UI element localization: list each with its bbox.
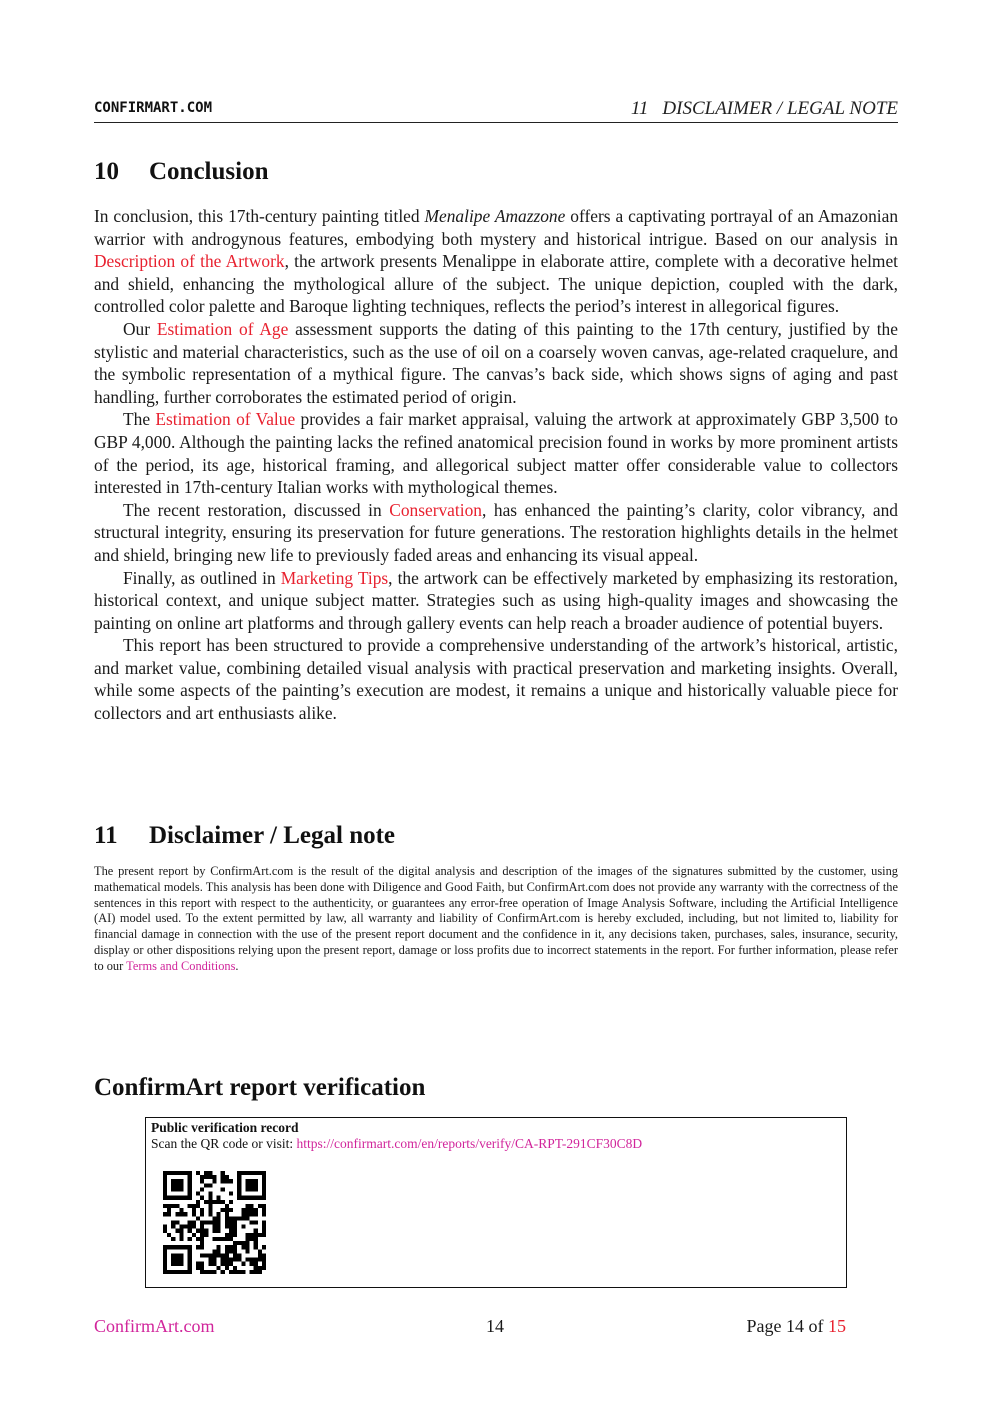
section-title: Conclusion <box>149 158 269 185</box>
disclaimer-text <box>94 864 898 975</box>
text: The recent restoration, discussed in <box>123 499 390 520</box>
verification-scan-line <box>151 1136 642 1152</box>
link-estimation-of-value[interactable]: Estimation of Value <box>155 409 296 430</box>
text: , has enhanced the painting’s clarity, color vibrancy, and structural integrity, ensuring its preservation for future generations. The restoration highlights details in the helmet and shield, bringing new life to previously faded areas and enhancing its visual appeal. <box>94 499 898 565</box>
link-description-of-artwork[interactable]: Description of the Artwork <box>94 251 285 272</box>
page-header <box>94 96 898 123</box>
footer-page-number: 14 <box>486 1316 504 1336</box>
section-number: 10 <box>94 158 119 185</box>
text: Scan the QR code or visit: <box>151 1136 297 1151</box>
verification-heading: ConfirmArt report verification <box>94 1074 426 1101</box>
paragraph <box>94 499 898 567</box>
section-number: 11 <box>94 822 118 849</box>
text: . <box>235 958 239 973</box>
running-title-text: DISCLAIMER / LEGAL NOTE <box>662 98 898 119</box>
text: Our <box>123 318 157 339</box>
artwork-title: Menalipe Amazzone <box>424 206 566 226</box>
paragraph <box>94 567 898 635</box>
verification-url-link[interactable]: https://confirmart.com/en/reports/verify/CA-RPT-291CF30C8D <box>296 1136 643 1151</box>
last-page-link[interactable]: 15 <box>828 1316 846 1336</box>
verification-box <box>145 1117 847 1288</box>
section-title: Disclaimer / Legal note <box>149 822 396 849</box>
link-marketing-tips[interactable]: Marketing Tips <box>280 567 389 588</box>
footer-site-link[interactable]: ConfirmArt.com <box>94 1316 215 1336</box>
confirmart-logo: CONFIRMART.COM <box>94 100 213 116</box>
text: assessment supports the dating of this painting to the 17th century, justified by the stylistic and material characteristics, such as the use of oil on a coarsely woven canvas, age-related craquelure, and the symbolic representation of a mythical figure. The canvas’s back side, which shows signs of aging and past handling, further corroborates the estimated period of origin. <box>94 318 898 407</box>
verification-record-title: Public verification record <box>151 1120 299 1135</box>
text: In conclusion, this 17th-century painting titled <box>94 206 425 226</box>
running-title <box>631 98 898 120</box>
text: , the artwork presents Menalippe in elaborate attire, complete with a decorative helmet and shield, enhancing the mythological allure of the subject. The unique depiction, coupled with the dark, controlled color palette and Baroque lighting techniques, reflects the period’s interest in allegorical figures. <box>94 251 899 317</box>
link-terms-and-conditions[interactable]: Terms and Conditions <box>126 958 236 973</box>
text: provides a fair market appraisal, valuing the artwork at approximately GBP 3,500 to GBP 4,000. Although the painting lacks the refined anatomical precision found in works by more prominent artists of the period, its age, historical framing, and allegorical subject matter offer considerable value to collectors interested in 17th-century Italian works with mythological themes. <box>94 409 898 498</box>
text: The <box>123 409 156 430</box>
text: , the artwork can be effectively marketed by emphasizing its restoration, historical context, and unique subject matter. Strategies such as using high-quality images and showcasing the painting on online art platforms and through gallery events can help reach a broader audience of potential buyers. <box>94 567 898 633</box>
footer-page-count <box>747 1316 846 1337</box>
text: Finally, as outlined in <box>123 567 281 588</box>
paragraph: This report has been structured to provide a comprehensive understanding of the artwork’s historical, artistic, and market value, combining detailed visual analysis with practical preservation and marketing insights. Overall, while some aspects of the painting’s execution are modest, it remains a unique and historically valuable piece for collectors and art enthusiasts alike. <box>94 635 898 724</box>
qr-code[interactable] <box>163 1171 266 1274</box>
link-estimation-of-age[interactable]: Estimation of Age <box>156 318 289 339</box>
section-heading-conclusion <box>94 158 268 186</box>
running-title-number: 11 <box>630 98 649 119</box>
text: The present report by ConfirmArt.com is the result of the digital analysis and description of the images of the signatures submitted by the customer, using mathematical models. This analysis has been done with Diligence and Good Faith, but ConfirmArt.com does not provide any warranty with the correctness of the sentences in this report with respect to the authenticity, or guarantees any error-free operation of Image Analysis Software, including the Artificial Intelligence (AI) model used. To the extent permitted by law, all warranty and liability of ConfirmArt.com is hereby excluded, including, but not limited to, liability for financial damage in connection with the use of the present report document and the confidence in it, any decisions taken, purchases, sales, insurance, security, display or other dispositions relying upon the present report, damage or loss profits due to incorrect statements in the report. For further information, please refer to our <box>94 864 898 973</box>
paragraph <box>94 318 898 408</box>
text: Page 14 of <box>746 1316 828 1336</box>
paragraph <box>94 408 898 498</box>
conclusion-body <box>94 205 898 725</box>
section-heading-disclaimer <box>94 822 395 850</box>
text: offers a captivating portrayal of an Amazonian warrior with androgynous features, embodying both mystery and historical intrigue. Based on our analysis in <box>94 206 899 249</box>
link-conservation[interactable]: Conservation <box>389 499 482 520</box>
paragraph <box>94 205 898 318</box>
